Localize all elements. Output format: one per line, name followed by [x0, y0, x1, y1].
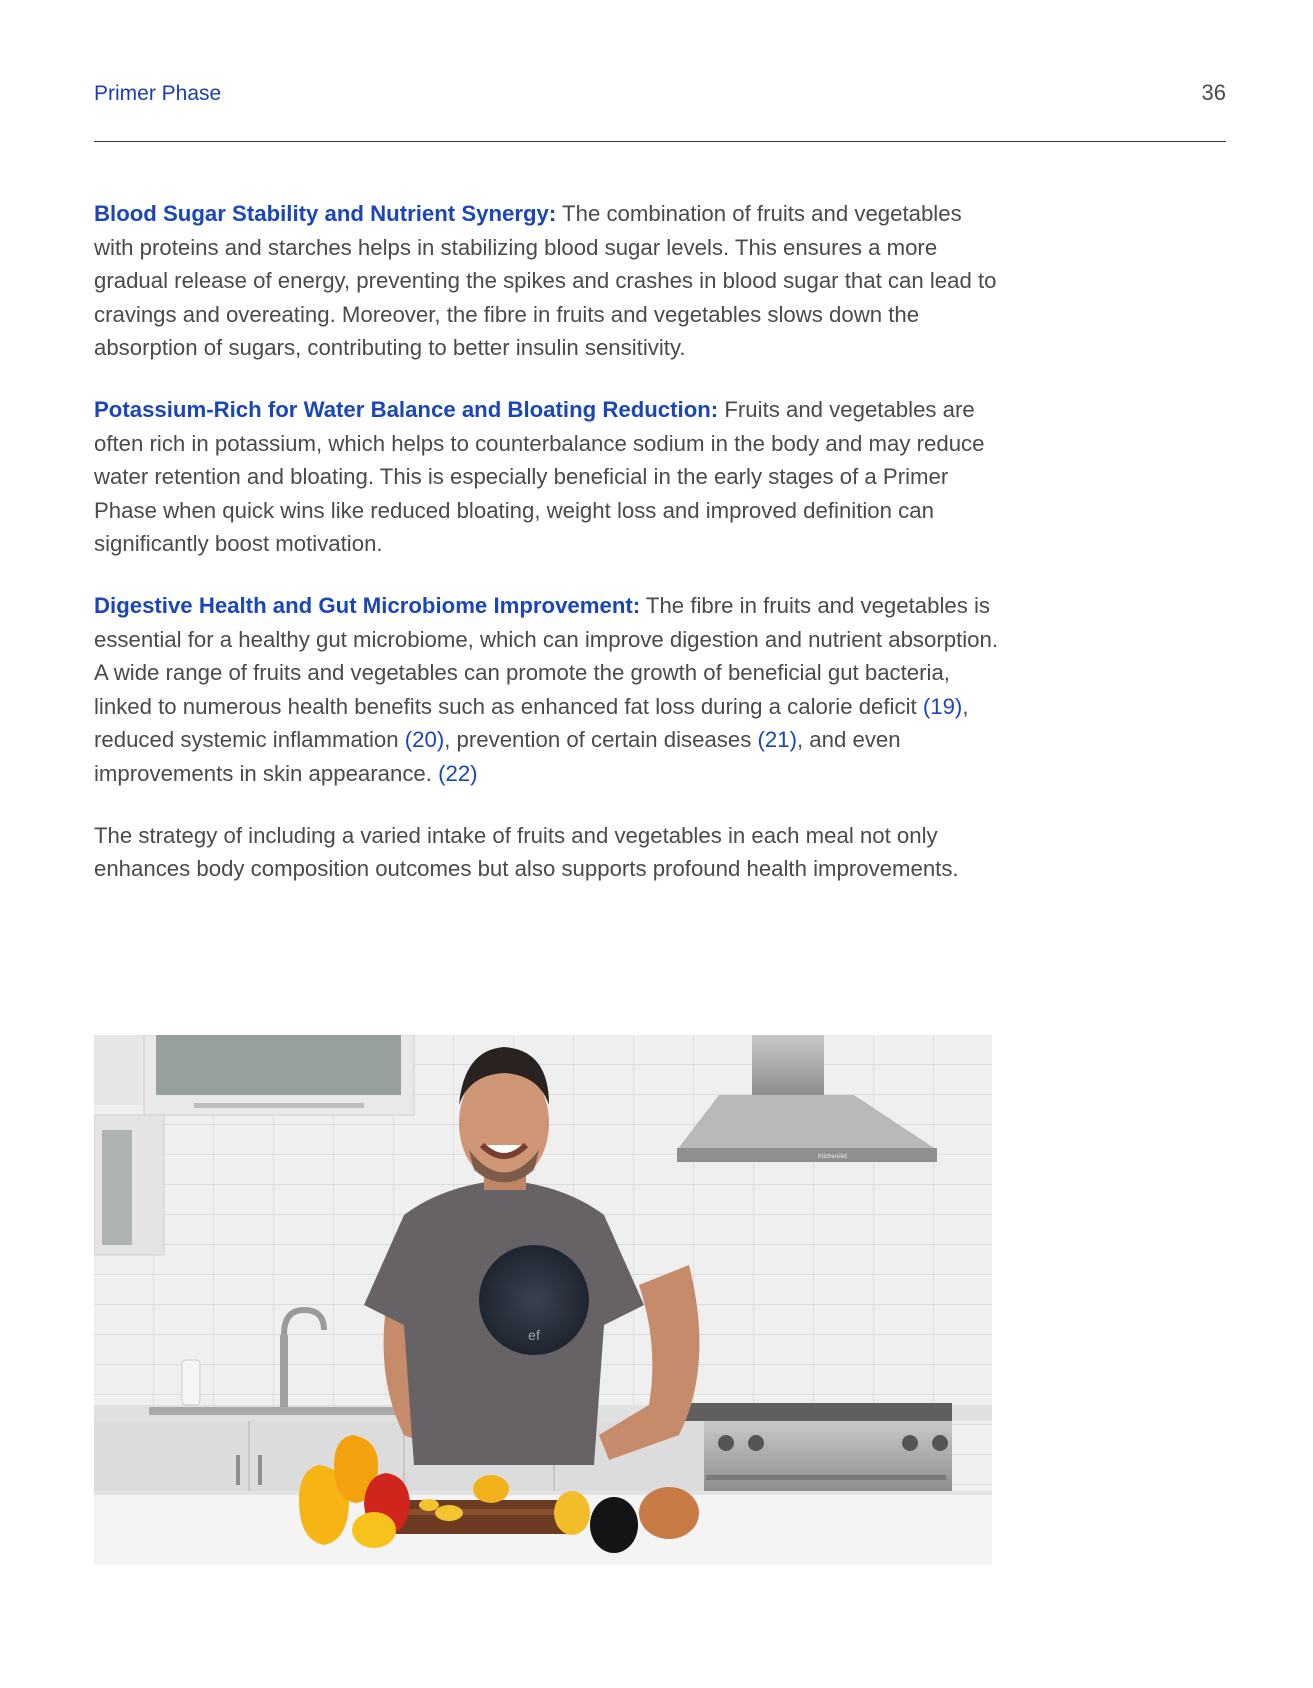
header-divider	[94, 141, 1226, 142]
reference-link[interactable]: (19)	[922, 693, 963, 719]
body-content	[94, 197, 999, 914]
paragraph-body: , reduced systemic inflammation	[94, 693, 969, 753]
shirt-text: ef	[528, 1327, 540, 1343]
page-number: 36	[1201, 80, 1226, 105]
paragraph-body: Fruits and vegetables are often rich in potassium, which helps to counterbalance sodium in the body and may reduce water retention and bloating. This is especially beneficial in the early stages of a Primer Phase when quick wins like reduced bloating, weight loss and improved definition can significantly boost motivation.	[94, 396, 985, 557]
paragraph-body: , and even improvements in skin appearance.	[94, 727, 901, 786]
paragraph-body: , prevention of certain diseases	[444, 727, 758, 753]
kitchen-photo	[94, 1035, 992, 1565]
paragraph-body: The combination of fruits and vegetables with proteins and starches helps in stabilizing blood sugar levels. This ensures a more gradual release of energy, preventing the spikes and crashes in blood sugar that can lead to cravings and overeating. Moreover, the fibre in fruits and vegetables slows down the absorption of sugars, contributing to better insulin sensitivity.	[94, 201, 997, 361]
stove	[684, 1403, 952, 1491]
paragraph-heading: Digestive Health and Gut Microbiome Improvement:	[94, 592, 641, 618]
paragraph-potassium	[94, 393, 999, 561]
paragraph-body: The fibre in fruits and vegetables is essential for a healthy gut microbiome, which can improve digestion and nutrient absorption. A wide range of fruits and vegetables can promote the growth of beneficial gut bacteria, linked to numerous health benefits such as enhanced fat loss during a calorie deficit	[94, 592, 999, 719]
paragraph-blood-sugar	[94, 197, 999, 365]
hood-brand: KitchenAid	[818, 1154, 847, 1160]
paragraph-heading: Potassium-Rich for Water Balance and Bloating Reduction:	[94, 396, 719, 422]
paragraph-strategy	[94, 819, 999, 886]
paragraph-heading: Blood Sugar Stability and Nutrient Synergy:	[94, 201, 557, 226]
reference-link[interactable]: (21)	[757, 727, 797, 753]
reference-link[interactable]: (22)	[438, 760, 478, 786]
page-header	[94, 80, 1226, 106]
paragraph-body: The strategy of including a varied intake of fruits and vegetables in each meal not only enhances body composition outcomes but also supports profound health improvements.	[94, 822, 959, 882]
section-title: Primer Phase	[94, 82, 222, 105]
reference-link[interactable]: (20)	[404, 727, 445, 753]
paragraph-digestive-health	[94, 589, 999, 791]
